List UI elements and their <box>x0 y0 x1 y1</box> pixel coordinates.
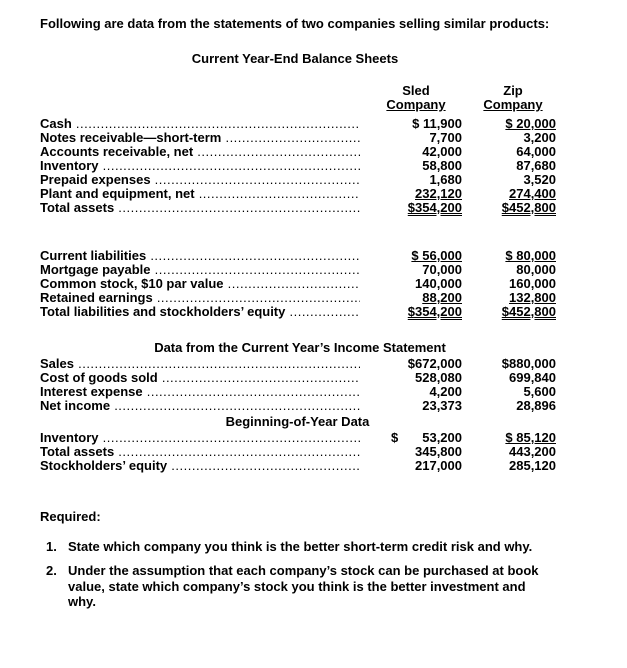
row-label-cash: Cash ..... <box>40 117 360 131</box>
row-label-inventory: Inventory ..... <box>40 159 360 173</box>
zip-current-liabilities: $ 80,000 <box>505 248 556 263</box>
row-label-beginning-inventory: Inventory ..... <box>40 431 360 445</box>
sled-current-liabilities: $ 56,000 <box>411 248 462 263</box>
zip-inventory: 87,680 <box>516 158 556 173</box>
sled-total-assets: $354,200 <box>407 200 462 215</box>
row-label-plant-equipment: Plant and equipment, net ..... <box>40 187 360 201</box>
income-statement-title: Data from the Current Year’s Income Statement <box>154 340 446 355</box>
sled-header-line1: Sled <box>402 83 430 98</box>
required-heading: Required: <box>40 509 101 524</box>
zip-cogs: 699,840 <box>509 370 556 385</box>
required-item-1-number: 1. <box>46 539 57 554</box>
zip-cash: $ 20,000 <box>505 116 556 131</box>
row-label-total-assets: Total assets ..... <box>40 201 360 215</box>
row-label-accounts-receivable: Accounts receivable, net ..... <box>40 145 360 159</box>
sled-net-income: 23,373 <box>422 398 462 413</box>
required-item-2-text: Under the assumption that each company’s stock can be purchased at book value, state which company’s stock you think is the better investment and why. <box>68 563 539 609</box>
zip-interest-expense: 5,600 <box>523 384 556 399</box>
row-label-beginning-equity: Stockholders’ equity ..... <box>40 459 360 473</box>
sled-sales: $672,000 <box>407 356 462 371</box>
row-label-notes-receivable: Notes receivable—short-term ..... <box>40 131 360 145</box>
row-label-current-liabilities: Current liabilities ..... <box>40 249 360 263</box>
zip-beginning-inventory: $ 85,120 <box>505 430 556 445</box>
zip-total-liabilities-equity: $452,800 <box>501 304 556 319</box>
sled-beginning-inventory: 53,200 <box>422 430 462 445</box>
sled-inventory: 58,800 <box>422 158 462 173</box>
zip-notes-receivable: 3,200 <box>523 130 556 145</box>
zip-mortgage-payable: 80,000 <box>516 262 556 277</box>
intro-text: Following are data from the statements of two companies selling similar products: <box>40 16 550 31</box>
zip-common-stock: 160,000 <box>509 276 556 291</box>
sled-header-line2: Company <box>386 97 446 112</box>
zip-plant-equipment: 274,400 <box>509 186 556 201</box>
row-label-prepaid-expenses: Prepaid expenses ..... <box>40 173 360 187</box>
sled-beginning-equity: 217,000 <box>415 458 462 473</box>
sled-common-stock: 140,000 <box>415 276 462 291</box>
row-label-total-liabilities-equity: Total liabilities and stockholders’ equity ..... <box>40 305 360 319</box>
zip-beginning-equity: 285,120 <box>509 458 556 473</box>
sled-beginning-total-assets: 345,800 <box>415 444 462 459</box>
sled-interest-expense: 4,200 <box>429 384 462 399</box>
zip-header-line1: Zip <box>503 83 523 98</box>
row-label-sales: Sales ..... <box>40 357 360 371</box>
zip-beginning-total-assets: 443,200 <box>509 444 556 459</box>
sled-notes-receivable: 7,700 <box>429 130 462 145</box>
zip-accounts-receivable: 64,000 <box>516 144 556 159</box>
zip-total-assets: $452,800 <box>501 200 556 215</box>
sled-accounts-receivable: 42,000 <box>422 144 462 159</box>
row-label-common-stock: Common stock, $10 par value ..... <box>40 277 360 291</box>
row-label-mortgage-payable: Mortgage payable ..... <box>40 263 360 277</box>
sled-retained-earnings: 88,200 <box>422 290 462 305</box>
sled-total-liabilities-equity: $354,200 <box>407 304 462 319</box>
zip-retained-earnings: 132,800 <box>509 290 556 305</box>
zip-prepaid-expenses: 3,520 <box>523 172 556 187</box>
required-item-1-text: State which company you think is the better short-term credit risk and why. <box>68 539 533 554</box>
row-label-retained-earnings: Retained earnings ..... <box>40 291 360 305</box>
row-label-beginning-total-assets: Total assets ..... <box>40 445 360 459</box>
required-item-2-number: 2. <box>46 563 57 578</box>
sled-cogs: 528,080 <box>415 370 462 385</box>
sled-mortgage-payable: 70,000 <box>422 262 462 277</box>
sled-beginning-inventory-dollar: $ <box>391 430 399 445</box>
balance-sheet-title: Current Year-End Balance Sheets <box>191 51 399 66</box>
required-item-1 <box>46 539 591 555</box>
sled-plant-equipment: 232,120 <box>415 186 462 201</box>
sled-cash: $ 11,900 <box>412 116 462 131</box>
zip-sales: $880,000 <box>501 356 556 371</box>
row-label-cogs: Cost of goods sold ..... <box>40 371 360 385</box>
zip-net-income: 28,896 <box>516 398 556 413</box>
row-label-interest-expense: Interest expense ..... <box>40 385 360 399</box>
required-item-2 <box>46 563 591 610</box>
sled-prepaid-expenses: 1,680 <box>429 172 462 187</box>
beginning-year-title: Beginning-of-Year Data <box>225 414 370 429</box>
row-label-net-income: Net income ..... <box>40 399 360 413</box>
zip-header-line2: Company <box>483 97 543 112</box>
